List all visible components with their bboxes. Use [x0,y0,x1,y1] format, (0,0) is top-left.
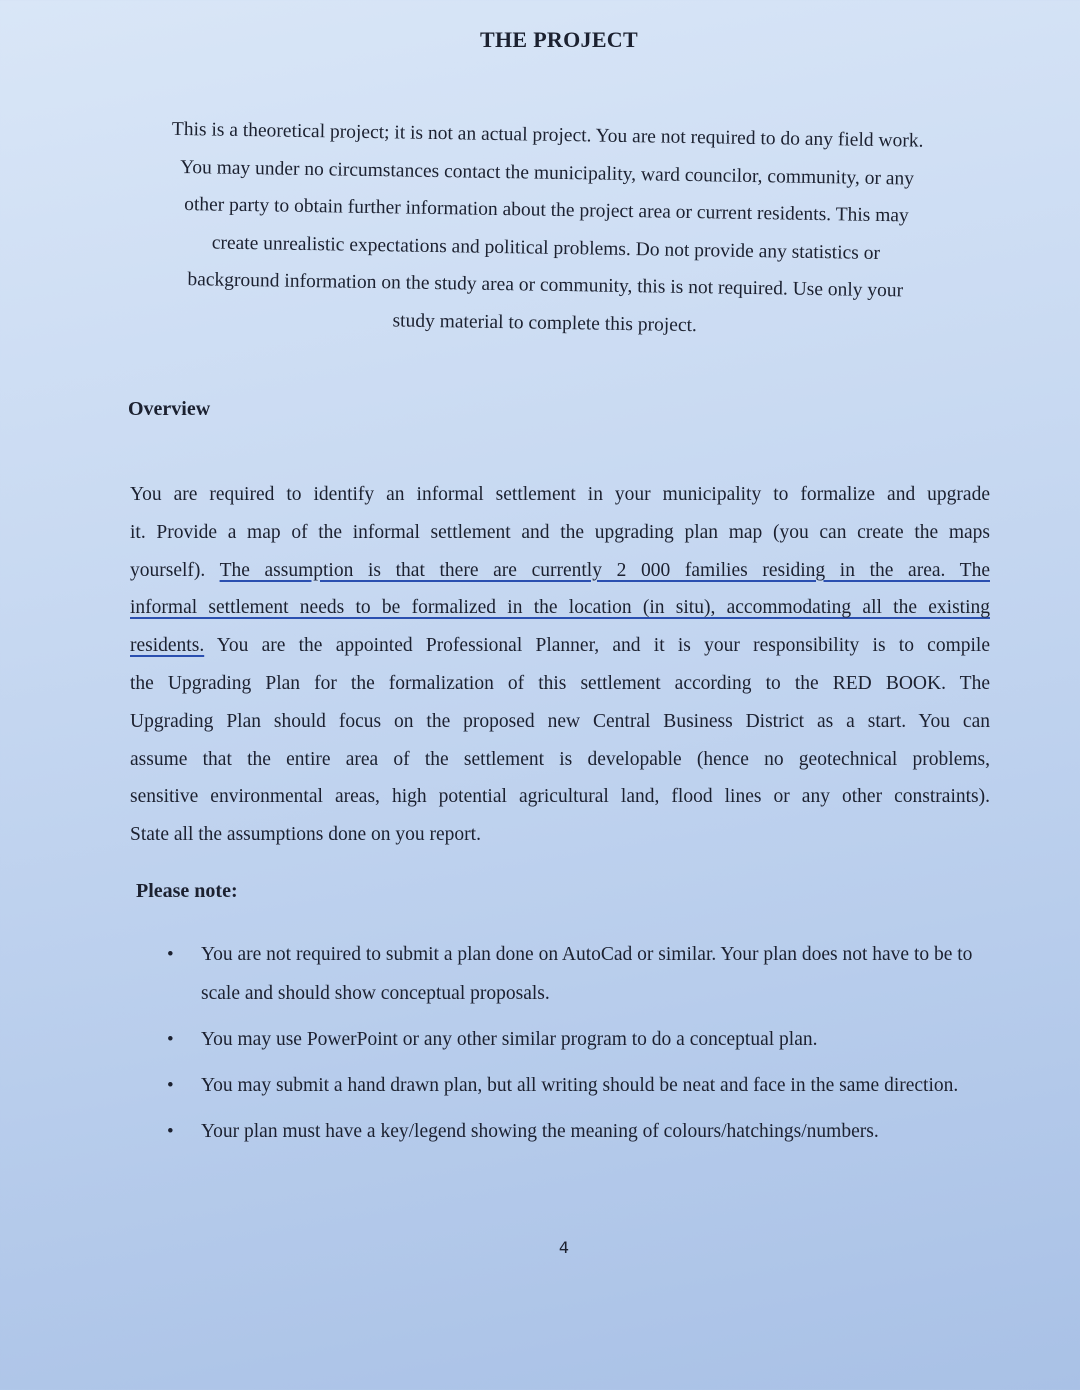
page-number: 4 [558,1238,570,1257]
please-note-list [165,935,995,1158]
bullet-icon: • [167,1075,174,1096]
list-item-text: You may use PowerPoint or any other similar program to do a conceptual plan. [201,1029,818,1050]
list-item [165,1112,995,1151]
intro-line: This is a theoretical project; it is not an actual project. You are not required to do any field work. [171,118,924,152]
overview-line: sensitive environmental areas, high potential agricultural land, flood lines or any other constraints). [130,786,990,808]
list-item-text: You are not required to submit a plan done on AutoCad or similar. Your plan does not have to be to scale and should show conceptual proposals. [201,944,973,1004]
underlined-text: residents. [130,635,205,657]
list-item [165,935,995,1013]
intro-line: You may under no circumstances contact the municipality, ward councilor, community, or any [179,156,915,190]
bullet-icon: • [167,1121,174,1142]
overview-line: it. Provide a map of the informal settlement and the upgrading plan map (you can create the maps [130,521,990,543]
overview-line: You are required to identify an informal settlement in your municipality to formalize and upgrade [130,484,990,505]
bullet-icon: • [167,944,174,965]
overview-line [130,552,990,590]
overview-line: assume that the entire area of the settlement is developable (hence no geotechnical problems, [130,748,990,770]
overview-text: yourself). [130,559,220,581]
list-item-text: Your plan must have a key/legend showing the meaning of colours/hatchings/numbers. [201,1121,879,1142]
overview-heading: Overview [128,398,211,420]
overview-text: You are the appointed Professional Planner, and it is your responsibility is to compile [204,635,990,657]
list-item-text: You may submit a hand drawn plan, but all writing should be neat and face in the same direction. [201,1075,959,1096]
overview-line: State all the assumptions done on you report. [130,824,481,846]
please-note-heading: Please note: [136,880,238,902]
list-item [165,1020,995,1059]
overview-line: the Upgrading Plan for the formalization of this settlement according to the RED BOOK. The [130,672,990,694]
list-item [165,1066,995,1105]
overview-line [130,627,990,665]
overview-line [130,589,990,627]
intro-line: study material to complete this project. [392,309,698,336]
intro-line: background information on the study area or community, this is not required. Use only your [187,269,904,302]
underlined-text: The assumption is that there are currently 2 000 families residing in the area. The [219,559,990,581]
overview-paragraph [130,476,990,854]
intro-line: create unrealistic expectations and political problems. Do not provide any statistics or [211,231,881,264]
intro-line: other party to obtain further information about the project area or current residents. This may [183,194,909,227]
overview-line: Upgrading Plan should focus on the proposed new Central Business District as a start. You can [130,710,990,732]
bullet-icon: • [167,1029,174,1050]
intro-paragraph [114,110,977,348]
page-title: THE PROJECT [480,27,638,52]
underlined-text: informal settlement needs to be formalized in the location (in situ), accommodating all the existing [130,597,990,619]
